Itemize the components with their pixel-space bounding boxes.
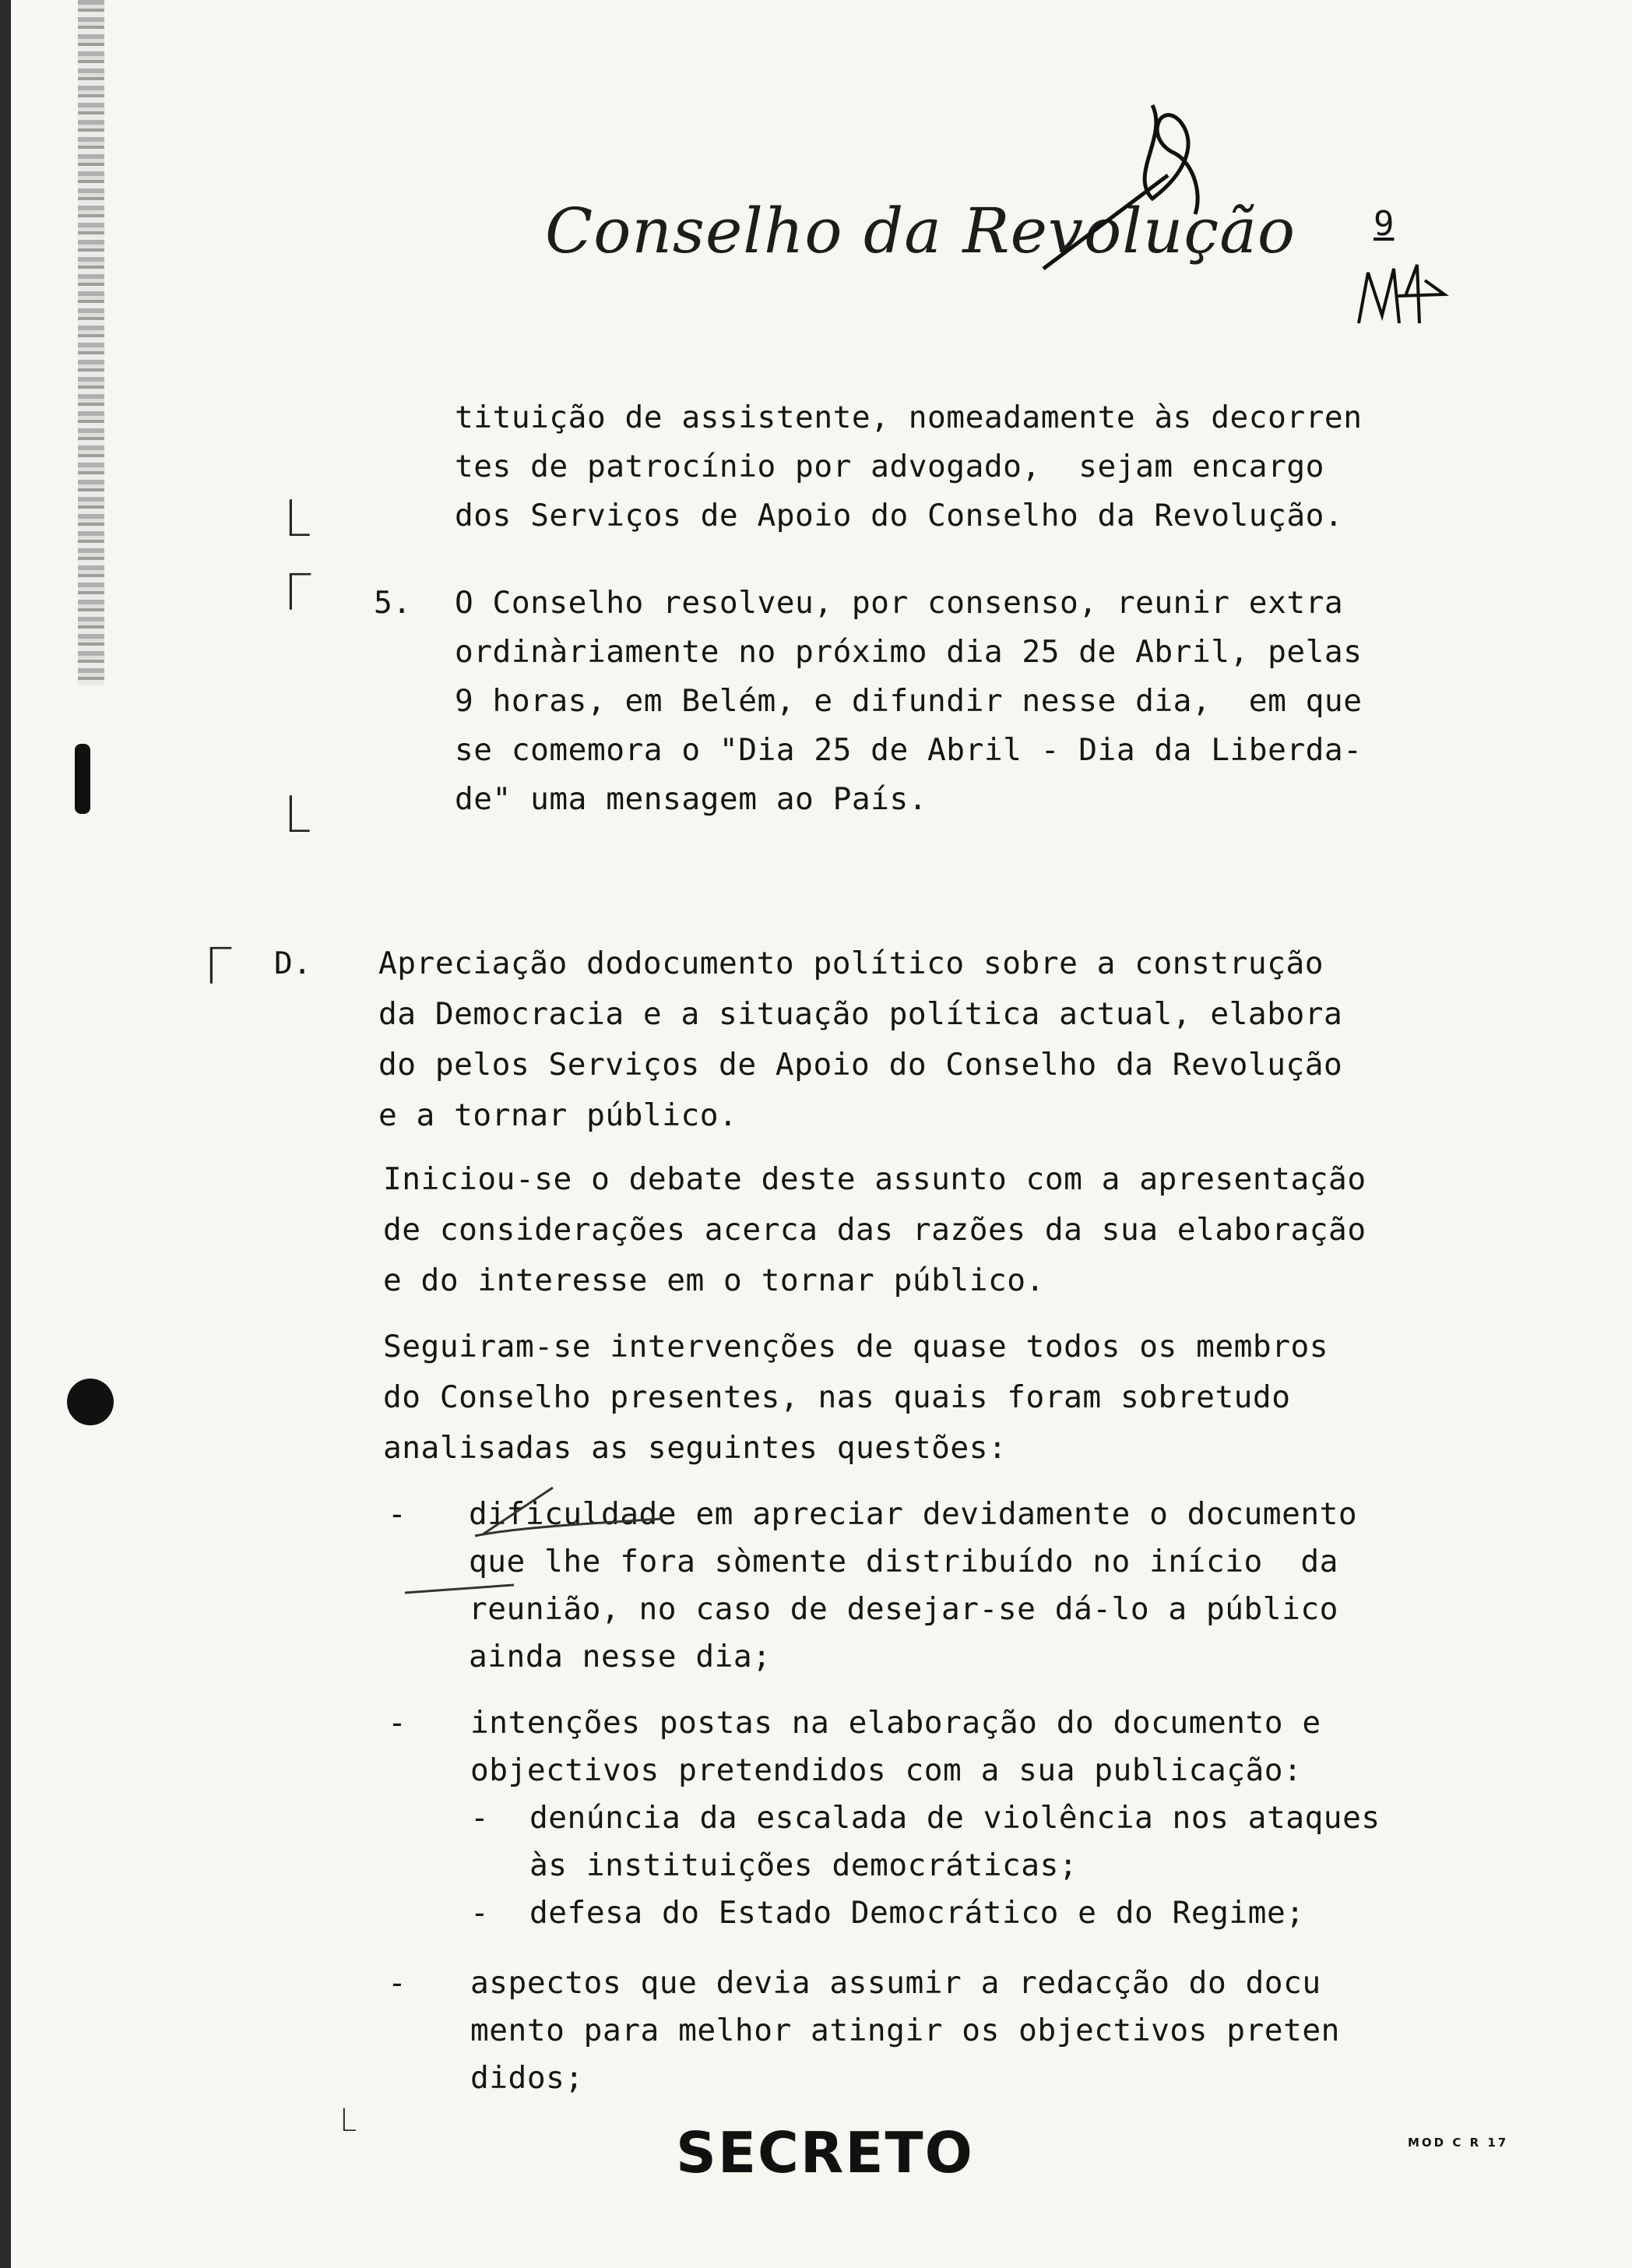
bullet-line: dificuldade em apreciar devidamente o documento [469, 1496, 1358, 1532]
margin-bracket-close: L [283, 491, 311, 548]
sub-bullet-line: às instituições democráticas; [529, 1847, 1078, 1883]
bullet-line: aspectos que devia assumir a redacção do docu [470, 1965, 1321, 2001]
sectionD-para2-line: Seguiram-se intervenções de quase todos os membros [383, 1329, 1329, 1365]
margin-bracket-open: Γ [204, 939, 232, 996]
classification-stamp: SECRETO [676, 2120, 974, 2185]
sub-bullet-line: denúncia da escalada de violência nos ataques [529, 1800, 1381, 1836]
bullet-dash: - [388, 1496, 407, 1532]
punch-hole [67, 1379, 114, 1425]
sectionD-para1-line: e do interesse em o tornar público. [383, 1263, 1045, 1298]
punch-hole-mark [75, 744, 90, 814]
sectionD-title-line: Apreciação dodocumento político sobre a construção [378, 946, 1324, 981]
item-number: 5. [374, 585, 412, 621]
sub-bullet-line: defesa do Estado Democrático e do Regime; [529, 1895, 1305, 1931]
item5-line: O Conselho resolveu, por consenso, reunir extra [455, 585, 1344, 621]
item5-line: ordinàriamente no próximo dia 25 de Abril, pelas [455, 634, 1363, 670]
intro-line: tes de patrocínio por advogado, sejam encargo [455, 449, 1324, 484]
scan-artifact-strip [78, 0, 104, 685]
sectionD-para1-line: Iniciou-se o debate deste assunto com a apresentação [383, 1161, 1366, 1197]
margin-bracket-open: Γ [283, 565, 311, 622]
sectionD-title-line: e a tornar público. [378, 1097, 738, 1133]
item5-line: se comemora o "Dia 25 de Abril - Dia da Liberda- [455, 732, 1363, 768]
sectionD-para1-line: de considerações acerca das razões da sua elaboração [383, 1212, 1366, 1248]
initials-signature [1351, 249, 1452, 335]
sectionD-para2-line: do Conselho presentes, nas quais foram sobretudo [383, 1379, 1291, 1415]
bullet-line: ainda nesse dia; [469, 1639, 772, 1675]
page-number: 9 [1373, 204, 1395, 244]
sectionD-title-line: da Democracia e a situação política actual, elabora [378, 996, 1343, 1032]
bullet-line: didos; [470, 2060, 584, 2096]
bullet-dash: - [388, 1965, 407, 2001]
letterhead-title: Conselho da Revolução [545, 195, 1296, 267]
bullet-line: mento para melhor atingir os objectivos preten [470, 2013, 1340, 2048]
item5-line: de" uma mensagem ao País. [455, 781, 928, 817]
item5-line: 9 horas, em Belém, e difundir nesse dia, em que [455, 683, 1363, 719]
binding-edge [0, 0, 11, 2268]
bullet-line: reunião, no caso de desejar-se dá-lo a público [469, 1591, 1338, 1627]
bullet-line: objectivos pretendidos com a sua publicação: [470, 1752, 1303, 1788]
sub-bullet-dash: - [470, 1895, 490, 1931]
form-code: MOD C R 17 [1408, 2136, 1509, 2150]
intro-line: dos Serviços de Apoio do Conselho da Revolução. [455, 498, 1344, 534]
sub-bullet-dash: - [470, 1800, 490, 1836]
handwritten-strike-mark [405, 1480, 794, 1604]
sectionD-para2-line: analisadas as seguintes questões: [383, 1430, 1008, 1466]
sectionD-title-line: do pelos Serviços de Apoio do Conselho da Revolução [378, 1047, 1343, 1083]
section-letter: D. [274, 946, 312, 981]
signature-scribble [1036, 90, 1293, 276]
bullet-line: intenções postas na elaboração do documento e [470, 1705, 1321, 1741]
bullet-dash: - [388, 1705, 407, 1741]
margin-bracket-close: L [339, 2103, 357, 2139]
bullet-line: que lhe fora sòmente distribuído no início da [469, 1544, 1338, 1580]
margin-bracket-close: L [283, 787, 311, 844]
intro-line: tituição de assistente, nomeadamente às decorren [455, 400, 1363, 435]
